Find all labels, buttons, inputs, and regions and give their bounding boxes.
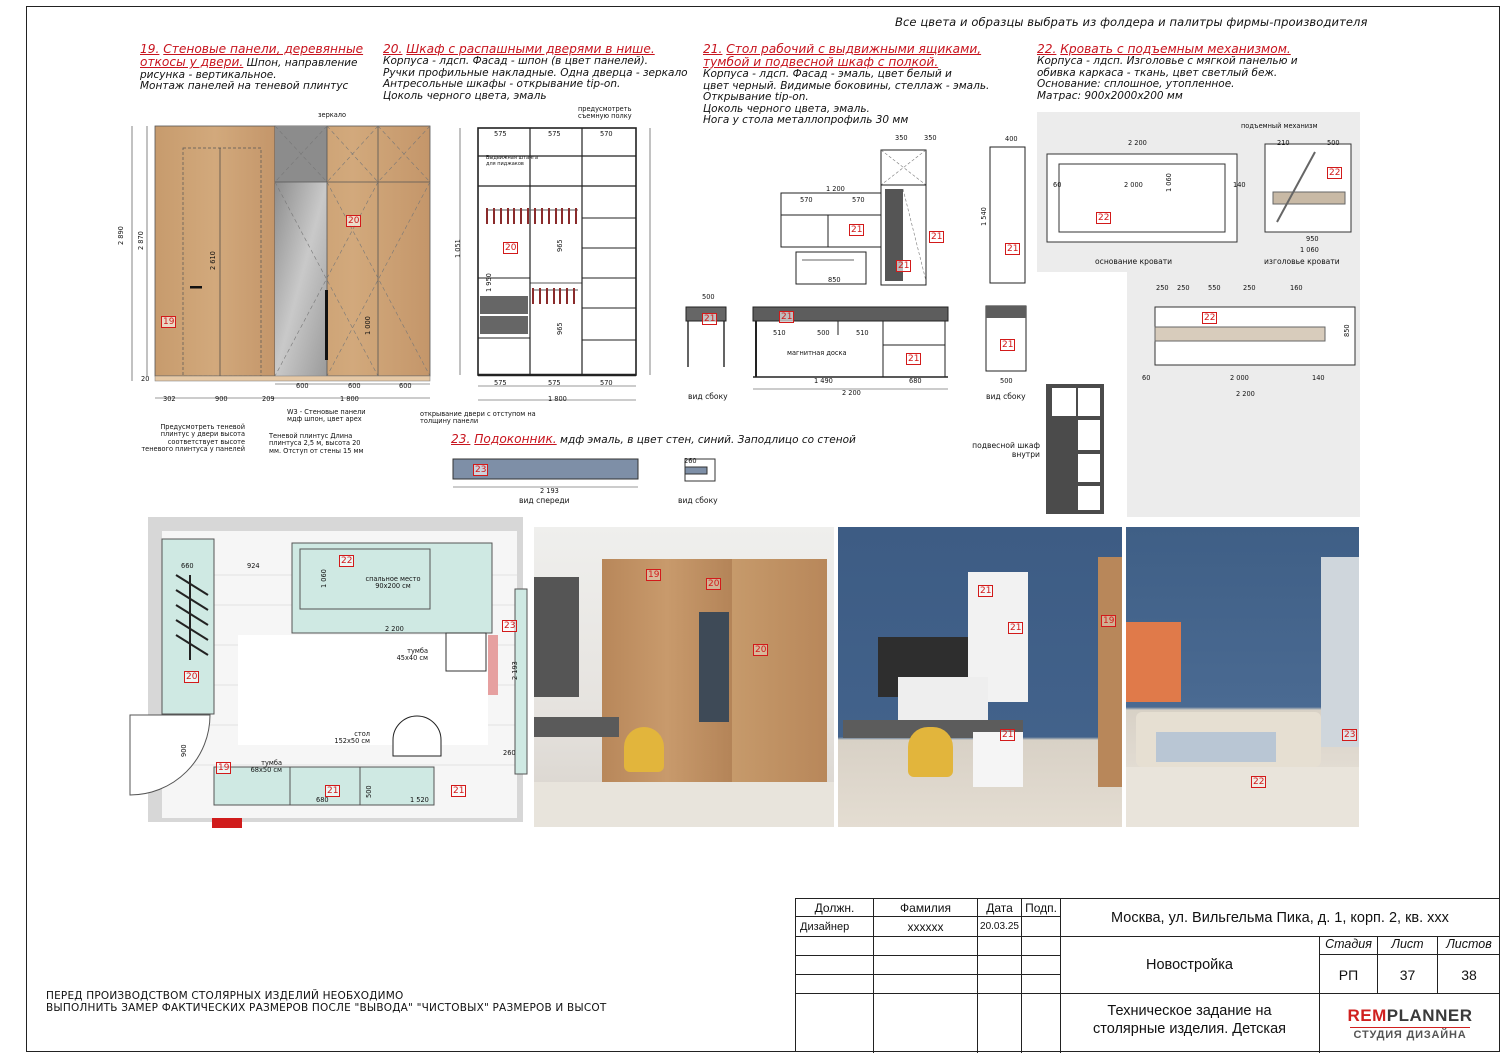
photo2-mark-21c: 21	[1002, 730, 1014, 740]
shelf-note: предусмотреть съемную полку	[578, 105, 632, 121]
dim-140-bed: 140	[1233, 181, 1246, 189]
tb-sheets: 38	[1461, 966, 1477, 983]
logo-rest: PLANNER	[1386, 1006, 1473, 1025]
photo1-mark-20a: 20	[708, 579, 720, 589]
spec-19-line-0: Шпон, направление	[246, 57, 358, 69]
tb-empty-row-4	[796, 994, 1061, 1053]
tb-doc-title-1: Техническое задание на	[1107, 1003, 1272, 1019]
spec-21-title-a: Стол рабочий с выдвижными ящиками,	[726, 42, 982, 56]
dim-1800-b: 1 800	[548, 395, 567, 403]
plan-bed-label: спальное место 90х200 см	[365, 575, 421, 591]
dim-965-b: 965	[556, 322, 564, 335]
spec-21-line-3: Цоколь черного цвета, эмаль.	[703, 102, 870, 115]
tb-designer-row	[796, 917, 1061, 937]
tb-doc-title	[1060, 994, 1320, 1053]
photo1-mark-19: 19	[648, 570, 660, 580]
tb-empty-cell	[978, 956, 1022, 974]
tb-empty-cell	[1022, 975, 1061, 993]
photo2-mark-21a: 21	[980, 586, 992, 596]
bottom-note-line-1: ПЕРЕД ПРОИЗВОДСТВОМ СТОЛЯРНЫХ ИЗДЕЛИЙ НЕОБХОДИМО	[46, 990, 404, 1002]
front-view-label: вид спереди	[519, 496, 570, 505]
tb-header-row	[796, 899, 1061, 917]
hanger-mark	[500, 208, 502, 224]
hanger-mark	[486, 208, 488, 224]
dim-140-side: 140	[1312, 374, 1325, 382]
dim-575-b: 575	[548, 130, 561, 138]
hanger-mark	[507, 208, 509, 224]
dim-1000: 1 000	[364, 316, 372, 335]
dim-350-a: 350	[895, 134, 908, 142]
tb-doc-title-2: столярные изделия. Детская	[1092, 1021, 1287, 1037]
shadow-note-1: Предусмотреть теневой плинтус у двери высота соответствует высоте теневого плинтуса у панелей	[141, 423, 245, 454]
dim-20-a: 20	[141, 375, 150, 383]
hanger-rail	[486, 208, 582, 228]
tb-h-stage: Стадия	[1320, 937, 1378, 955]
photo2-mark-21b: 21	[1010, 623, 1022, 633]
dim-1800-a: 1 800	[340, 395, 359, 403]
desk-side-view-label: вид сбоку	[688, 392, 728, 401]
tb-stage-block	[1320, 937, 1500, 994]
photo1-mark-20b: 20	[755, 645, 767, 655]
mark-22-head: 22	[1329, 168, 1341, 178]
spec-23-title: Подоконник.	[474, 432, 557, 446]
render-photo-2	[838, 527, 1122, 827]
mark-21-desk: 21	[781, 312, 793, 322]
spec-22-line-2: Основание: сплошное, утопленное.	[1037, 78, 1235, 91]
dim-950: 950	[1306, 235, 1319, 243]
dim-510: 510	[773, 329, 786, 337]
tb-empty-cell	[978, 975, 1022, 993]
tb-empty-cell	[874, 975, 978, 993]
tb-sheet: 37	[1378, 955, 1438, 994]
dim-260-plan: 260	[503, 749, 516, 757]
bottom-note	[46, 990, 606, 1014]
tb-address: Москва, ул. Вильгельма Пика, д. 1, корп. 2, кв. ххх	[1060, 899, 1500, 937]
tb-empty-cell	[874, 994, 978, 1053]
dim-250-b: 250	[1177, 284, 1190, 292]
tb-empty-cell	[796, 956, 874, 974]
hanger-mark	[534, 208, 536, 224]
dim-350-b: 350	[924, 134, 937, 142]
spec-20-line-0: Корпуса - лдсп. Фасад - шпон (в цвет панелей).	[383, 55, 649, 67]
dim-250-c: 250	[1243, 284, 1256, 292]
hanging-inside-label: подвесной шкаф внутри	[972, 441, 1040, 459]
title-block	[795, 898, 1500, 1052]
dim-2200-side: 2 200	[1236, 390, 1255, 398]
dim-900-plan: 900	[180, 744, 188, 757]
dim-575-d: 575	[548, 379, 561, 387]
spec-20-num: 20.	[383, 42, 403, 56]
spec-22-line-0: Корпуса - лдсп. Изголовье с мягкой панелью и	[1037, 55, 1298, 67]
tumba-side-view-label: вид сбоку	[986, 392, 1026, 401]
mark-20-elev: 20	[348, 216, 360, 226]
plan-tumba-label: тумба 68х50 см	[250, 759, 282, 775]
dim-965-a: 965	[556, 239, 564, 252]
dim-260-sill: 260	[684, 457, 697, 465]
spec-20-line-3: Цоколь черного цвета, эмаль	[383, 89, 547, 102]
dim-600-b: 600	[348, 382, 361, 390]
dim-1200: 1 200	[826, 185, 845, 193]
spec-21-line-1: цвет черный. Видимые боковины, стеллаж - эмаль.	[703, 79, 990, 92]
mark-21-shelf: 21	[851, 225, 863, 235]
tb-empty-row-2	[796, 956, 1061, 975]
hanger-mark	[573, 288, 575, 304]
dim-500-plan: 500	[365, 785, 373, 798]
hanger-mark	[548, 208, 550, 224]
spec-19-title-b: откосы у двери.	[140, 55, 244, 69]
magnetic-label: магнитная доска	[787, 349, 847, 357]
mark-22-plan2: 22	[341, 556, 353, 566]
hanger-mark	[546, 288, 548, 304]
wardrobe-internal-scheme	[450, 118, 660, 408]
mark-21-tumba: 21	[1002, 340, 1014, 350]
bed-base-label: основание кровати	[1095, 257, 1173, 266]
title-block-right	[1060, 898, 1500, 1052]
tb-date: 20.03.25	[978, 917, 1022, 936]
logo-rem: REM	[1347, 1006, 1387, 1025]
dim-1060-bed: 1 060	[1165, 173, 1173, 192]
spec-19-title-a: Стеновые панели, деревянные	[163, 42, 364, 56]
dim-1540: 1 540	[980, 207, 988, 226]
dim-500-side: 500	[702, 293, 715, 301]
dim-570-desk-b: 570	[852, 196, 865, 204]
label-mirror: зеркало	[318, 111, 347, 119]
spec-21-line-2: Открывание tip-on.	[703, 91, 809, 104]
title-block-grid	[795, 898, 1060, 1052]
photo3-mark-22: 22	[1253, 777, 1265, 787]
tb-building: Новостройка	[1060, 937, 1320, 994]
spec-22	[1037, 43, 1298, 102]
lift-label: подъемный механизм	[1241, 122, 1318, 130]
dim-570-b: 570	[600, 379, 613, 387]
tb-empty-cell	[978, 994, 1022, 1053]
dim-2000-bed: 2 000	[1124, 181, 1143, 189]
render-photo-1	[534, 527, 834, 827]
top-note: Все цвета и образцы выбрать из фолдера и палитры фирмы-производителя	[895, 15, 1368, 29]
dim-680-plan: 680	[316, 796, 329, 804]
dim-600-a: 600	[296, 382, 309, 390]
dim-250-a: 250	[1156, 284, 1169, 292]
tb-empty-cell	[874, 956, 978, 974]
mark-19-plan: 19	[218, 763, 230, 773]
logo-sub: СТУДИЯ ДИЗАЙНА	[1350, 1027, 1470, 1041]
hanger-mark	[532, 288, 534, 304]
tb-h-name: Фамилия	[874, 899, 978, 916]
spec-22-line-1: обивка каркаса - ткань, цвет светлый беж.	[1037, 66, 1278, 79]
spec-20-title: Шкаф с распашными дверями в нише.	[406, 42, 655, 56]
tb-empty-cell	[1022, 994, 1061, 1053]
hanger-mark	[575, 208, 577, 224]
hanger-mark	[568, 208, 570, 224]
photo2-mark-19: 19	[1103, 616, 1115, 626]
tb-name: хххххх	[874, 917, 978, 936]
dim-2200-bed: 2 200	[1128, 139, 1147, 147]
desk-side-view	[680, 295, 740, 375]
mark-21-cab-side: 21	[1007, 244, 1019, 254]
tb-empty-row-1	[796, 937, 1061, 956]
spec-21-title-b: тумбой и подвесной шкаф с полкой.	[703, 55, 939, 69]
hanger-mark	[527, 208, 529, 224]
dim-160: 160	[1290, 284, 1303, 292]
dim-570-a: 570	[600, 130, 613, 138]
spec-21-num: 21.	[703, 42, 723, 56]
dim-2193-sill: 2 193	[540, 487, 559, 495]
dim-60-bed: 60	[1053, 181, 1062, 189]
hanger-note: Выдвижная штанга для пиджаков	[486, 155, 538, 167]
dim-575-a: 575	[494, 130, 507, 138]
dim-500-tumba: 500	[1000, 377, 1013, 385]
spec-19-num: 19.	[140, 42, 160, 56]
dim-550: 550	[1208, 284, 1221, 292]
dim-1520-plan: 1 520	[410, 796, 429, 804]
mark-23-elev: 23	[475, 465, 487, 475]
tb-empty-row-3	[796, 975, 1061, 994]
mark-20-scheme: 20	[505, 243, 517, 253]
logo-text	[1320, 1006, 1500, 1026]
sill-side-view-label: вид сбоку	[678, 496, 718, 505]
dim-850: 850	[828, 276, 841, 284]
mark-21-plan-b: 21	[453, 786, 465, 796]
tb-empty-cell	[796, 994, 874, 1053]
dim-1950: 1 950	[485, 273, 493, 292]
mark-21-cabinet: 21	[931, 232, 943, 242]
windowsill-drawing	[425, 455, 725, 500]
hanger-mark	[553, 288, 555, 304]
spec-23-num: 23.	[451, 432, 471, 446]
spec-23	[451, 433, 856, 447]
hanger-mark	[513, 208, 515, 224]
dim-1490: 1 490	[814, 377, 833, 385]
tb-logo	[1320, 994, 1500, 1053]
dim-60-side: 60	[1142, 374, 1151, 382]
bed-drawings	[1037, 112, 1360, 517]
spec-22-line-3: Матрас: 900х2000х200 мм	[1037, 89, 1183, 102]
mark-21-lower: 21	[898, 261, 910, 271]
dim-2200-desk: 2 200	[842, 389, 861, 397]
headboard-label: изголовье кровати	[1264, 257, 1340, 266]
plan-table-label: стол 152х50 см	[334, 730, 370, 746]
dim-1060-head: 1 060	[1300, 246, 1319, 254]
tb-stage: РП	[1320, 955, 1378, 994]
tb-pos: Дизайнер	[796, 917, 874, 936]
spec-19-line-1: рисунка - вертикальное.	[140, 68, 277, 81]
render-photo-3	[1126, 527, 1359, 827]
cabinet-side-view	[982, 135, 1032, 285]
dim-1060-plan: 1 060	[320, 569, 328, 588]
mark-19-elev: 19	[163, 317, 175, 327]
spec-21-line-0: Корпуса - лдсп. Фасад - эмаль, цвет белый и	[703, 68, 952, 80]
dim-850-side: 850	[1343, 324, 1351, 337]
dim-400: 400	[1005, 135, 1018, 143]
tb-sign	[1022, 917, 1061, 936]
photo3-mark-23: 23	[1344, 730, 1356, 740]
dim-1051: 1 051	[454, 239, 462, 258]
dim-510-b: 510	[856, 329, 869, 337]
dim-210: 210	[1277, 139, 1290, 147]
plan-nightstand-label: тумба 45х40 см	[396, 647, 428, 663]
hanger-rail-lower	[532, 288, 580, 308]
wall-panel-note: W3 - Стеновые панели мдф шпон, цвет арех	[287, 408, 366, 424]
tb-empty-cell	[796, 937, 874, 955]
tb-empty-cell	[796, 975, 874, 993]
tb-empty-cell	[978, 937, 1022, 955]
hanger-mark	[493, 208, 495, 224]
hanger-mark	[559, 288, 561, 304]
dim-900: 900	[215, 395, 228, 403]
mark-21-side: 21	[704, 314, 716, 324]
tb-h-sheets: Листов	[1438, 937, 1500, 955]
spec-22-title: Кровать с подъемным механизмом.	[1060, 42, 1291, 56]
spec-19	[140, 43, 363, 93]
dim-2000-side: 2 000	[1230, 374, 1249, 382]
dim-570-desk: 570	[800, 196, 813, 204]
dim-2200-plan: 2 200	[385, 625, 404, 633]
tb-h-sheet: Лист	[1378, 937, 1438, 955]
hanger-mark	[520, 208, 522, 224]
hanger-mark	[561, 208, 563, 224]
dim-2610: 2 610	[209, 251, 217, 270]
bottom-note-line-2: ВЫПОЛНИТЬ ЗАМЕР ФАКТИЧЕСКИХ РАЗМЕРОВ ПОСЛЕ "ВЫВОДА" "ЧИСТОВЫХ" РАЗМЕРОВ И ВЫСОТ	[46, 1002, 607, 1014]
dim-2193-plan: 2 193	[511, 661, 519, 680]
dim-302: 302	[163, 395, 176, 403]
tb-empty-cell	[1022, 937, 1061, 955]
dim-2870: 2 870	[137, 231, 145, 250]
dim-2890: 2 890	[117, 226, 125, 245]
tb-h-sign: Подп.	[1022, 899, 1061, 916]
spec-21	[703, 43, 989, 127]
hanger-mark	[541, 208, 543, 224]
spec-20	[383, 43, 688, 102]
spec-21-line-4: Нога у стола металлопрофиль 30 мм	[703, 114, 909, 127]
mark-22-side: 22	[1204, 313, 1216, 323]
spec-23-text: мдф эмаль, в цвет стен, синий. Заподлицо со стеной	[560, 434, 856, 446]
spec-20-line-2: Антресольные шкафы - открывание tip-on.	[383, 78, 621, 91]
dim-660-plan: 660	[181, 562, 194, 570]
spec-22-num: 22.	[1037, 42, 1057, 56]
dim-575-c: 575	[494, 379, 507, 387]
hanger-mark	[566, 288, 568, 304]
dim-924-plan: 924	[247, 562, 260, 570]
mark-21-drawer: 21	[908, 354, 920, 364]
tb-h-date: Дата	[978, 899, 1022, 916]
door-note: открывание двери с отступом на толщину панели	[420, 410, 536, 426]
dim-209: 209	[262, 395, 275, 403]
hanger-mark	[539, 288, 541, 304]
dim-500-desk: 500	[817, 329, 830, 337]
mark-22-plan: 22	[1098, 213, 1110, 223]
tb-empty-cell	[1022, 956, 1061, 974]
shadow-note-2: Теневой плинтус Длина плинтуса 2,5 м, высота 20 мм. Отступ от стены 15 мм	[269, 432, 364, 455]
mark-20-plan: 20	[186, 672, 198, 682]
tb-empty-cell	[874, 937, 978, 955]
spec-19-line-2: Монтаж панелей на теневой плинтус	[140, 80, 349, 93]
dim-680-desk: 680	[909, 377, 922, 385]
hanger-mark	[555, 208, 557, 224]
tb-h-pos: Должн.	[796, 899, 874, 916]
dim-500-head: 500	[1327, 139, 1340, 147]
spec-20-line-1: Ручки профильные накладные. Одна дверца - зеркало	[383, 66, 688, 79]
dim-600-c: 600	[399, 382, 412, 390]
mark-21-plan-a: 21	[327, 786, 339, 796]
mark-23-plan: 23	[504, 621, 516, 631]
